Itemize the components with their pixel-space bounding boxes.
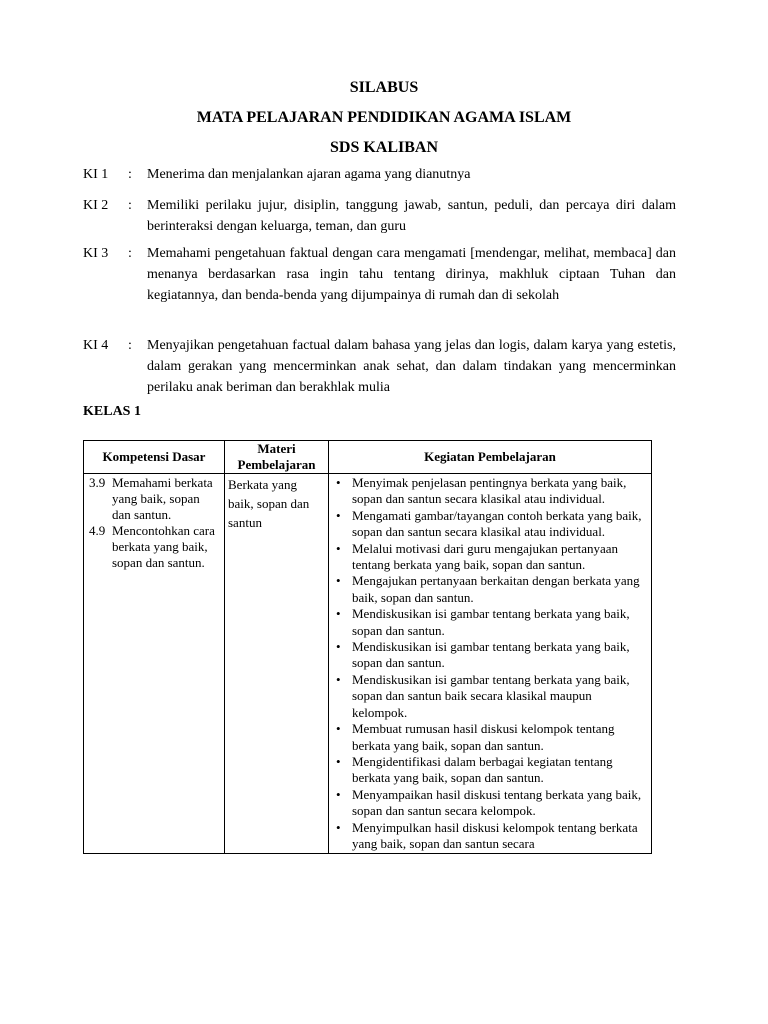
list-item: [332, 606, 648, 639]
ki-row: [83, 164, 676, 185]
list-item-text: Mendiskusikan isi gambar tentang berkata yang baik, sopan dan santun.: [352, 606, 630, 638]
list-item-text: Melalui motivasi dari guru mengajukan pertanyaan tentang berkata yang baik, sopan dan santun.: [352, 540, 619, 573]
list-item: [332, 508, 648, 541]
kegiatan-cell: [329, 474, 652, 854]
bullet-icon: •: [336, 639, 341, 655]
table-header-row: [84, 441, 652, 474]
ki-code: KI 1: [83, 167, 109, 182]
list-item: [332, 475, 648, 508]
header-kompetensi-dasar: Kompetensi Dasar: [84, 441, 225, 474]
kd-number: 4.9: [89, 523, 106, 538]
ki-text: Menyajikan pengetahuan factual dalam bahasa yang jelas dan logis, dalam karya yang estetis, dalam gerakan yang mencerminkan anak sehat, dan dalam tindakan yang mencerminkan perilaku anak beriman dan berakhlak mulia: [147, 338, 676, 395]
bullet-icon: •: [336, 721, 341, 737]
class-heading: KELAS 1: [83, 404, 141, 419]
list-item-text: Menyimpulkan hasil diskusi kelompok tentang berkata yang baik, sopan dan santun secara: [352, 819, 638, 851]
kd-item: [87, 475, 221, 523]
ki-code: KI 2: [83, 198, 109, 213]
school-name: SDS KALIBAN: [329, 139, 439, 156]
ki-text: Memiliki perilaku jujur, disiplin, tanggung jawab, santun, peduli, dan percaya diri dalam berinteraksi dengan keluarga, teman, dan guru: [147, 198, 676, 234]
header-kegiatan-pembelajaran: Kegiatan Pembelajaran: [329, 441, 652, 474]
bullet-icon: •: [336, 606, 341, 622]
list-item-text: Menyimak penjelasan pentingnya berkata yang baik, sopan dan santun secara klasikal atau individual.: [352, 475, 627, 507]
list-item-text: Mendiskusikan isi gambar tentang berkata yang baik, sopan dan santun.: [352, 639, 630, 671]
list-item: [332, 754, 648, 787]
ki-row: [83, 243, 676, 306]
ki-separator: :: [128, 338, 132, 353]
ki-code: KI 3: [83, 246, 109, 261]
ki-text: Memahami pengetahuan faktual dengan cara mengamati [mendengar, melihat, membaca] dan menanya berdasarkan rasa ingin tahu tentang dirinya, makhluk ciptaan Tuhan dan kegiatannya, dan benda-benda yang dijumpainya di rumah dan di sekolah: [147, 246, 676, 303]
bullet-icon: •: [336, 475, 341, 490]
bullet-icon: •: [336, 753, 341, 769]
header-materi-pembelajaran: Materi Pembelajaran: [225, 441, 329, 474]
ki-row: [83, 195, 676, 237]
list-item-text: Mengajukan pertanyaan berkaitan dengan berkata yang baik, sopan dan santun.: [352, 573, 640, 605]
list-item-text: Membuat rumusan hasil diskusi kelompok tentang berkata yang baik, sopan dan santun.: [352, 721, 615, 753]
syllabus-table: [83, 440, 652, 854]
list-item: [332, 672, 648, 721]
kd-list: [87, 475, 221, 571]
list-item-text: Mendiskusikan isi gambar tentang berkata yang baik, sopan dan santun baik secara klasikal maupun kelompok.: [352, 671, 630, 720]
list-item: [332, 721, 648, 754]
bullet-icon: •: [336, 819, 341, 835]
list-item: [332, 639, 648, 672]
bullet-icon: •: [336, 507, 341, 523]
kd-text: Memahami berkata yang baik, sopan dan santun.: [112, 475, 213, 522]
ki-separator: :: [128, 198, 132, 213]
bullet-icon: •: [336, 786, 341, 802]
table-row: [84, 474, 652, 854]
kompetensi-dasar-cell: [84, 474, 225, 854]
list-item-text: Mengamati gambar/tayangan contoh berkata yang baik, sopan dan santun secara klasikal atau individual.: [352, 507, 642, 540]
kd-number: 3.9: [89, 475, 106, 490]
bullet-icon: •: [336, 671, 341, 687]
document-title: SILABUS: [349, 79, 419, 96]
ki-row: [83, 335, 676, 398]
materi-cell: Berkata yang baik, sopan dan santun: [225, 474, 329, 854]
list-item: [332, 573, 648, 606]
ki-text: Menerima dan menjalankan ajaran agama yang dianutnya: [147, 167, 471, 182]
kd-item: [87, 523, 221, 571]
ki-separator: :: [128, 246, 132, 261]
list-item: [332, 820, 648, 853]
bullet-icon: •: [336, 540, 341, 556]
list-item-text: Menyampaikan hasil diskusi tentang berkata yang baik, sopan dan santun secara kelompok.: [352, 786, 642, 819]
list-item: [332, 541, 648, 574]
ki-separator: :: [128, 167, 132, 182]
ki-code: KI 4: [83, 338, 109, 353]
kd-text: Mencontohkan cara berkata yang baik, sopan dan santun.: [112, 523, 215, 570]
bullet-icon: •: [336, 573, 341, 589]
subject-title: MATA PELAJARAN PENDIDIKAN AGAMA ISLAM: [196, 109, 572, 126]
list-item: [332, 787, 648, 820]
list-item-text: Mengidentifikasi dalam berbagai kegiatan tentang berkata yang baik, sopan dan santun.: [352, 753, 613, 786]
kegiatan-list: [332, 475, 648, 852]
